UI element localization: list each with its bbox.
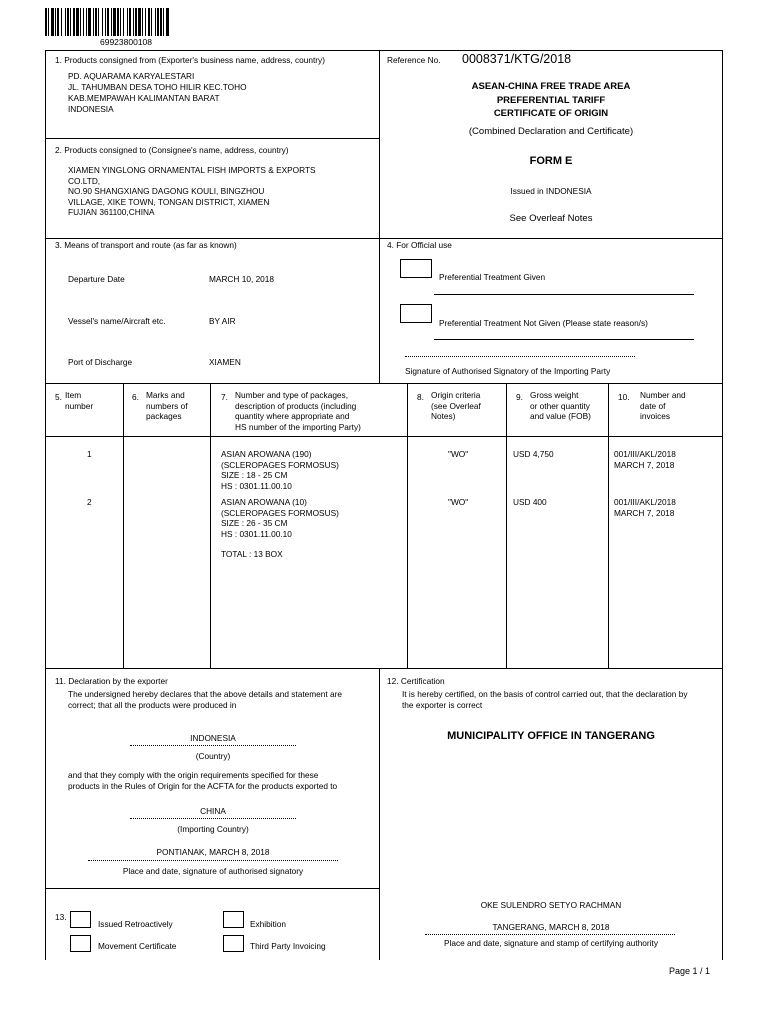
barcode xyxy=(45,8,229,36)
issued-in: Issued in INDONESIA xyxy=(510,186,592,196)
treatment-given-label: Preferential Treatment Given xyxy=(439,272,546,282)
barcode-bar xyxy=(155,8,156,36)
col10-number: 10. xyxy=(618,392,630,402)
treatment-not-given-label: Preferential Treatment Not Given (Please state reason/s) xyxy=(439,318,648,328)
consignee-address: XIAMEN YINGLONG ORNAMENTAL FISH IMPORTS & EXPORTS CO.LTD, NO.90 SHANGXIANG DAGONG KOULI, BINGZHOU VILLAGE, XIKE TOWN, TONGAN DISTRICT, XIAMEN FUJIAN 361100,CHINA xyxy=(68,165,316,217)
barcode-bar xyxy=(88,8,91,36)
barcode-bar xyxy=(98,8,99,36)
barcode-bar xyxy=(113,8,116,36)
barcode-bar xyxy=(86,8,87,36)
barcode-bar xyxy=(45,8,47,36)
exhibition-label: Exhibition xyxy=(250,919,286,929)
box2-label: 2. Products consigned to (Consignee's name, address, country) xyxy=(55,145,289,155)
barcode-bar xyxy=(83,8,84,36)
certification-place-date: TANGERANG, MARCH 8, 2018 xyxy=(492,922,610,932)
barcode-bar xyxy=(145,8,146,36)
certificate-subtitle: (Combined Declaration and Certificate) xyxy=(468,126,634,137)
barcode-bar xyxy=(138,8,141,36)
certifying-office: MUNICIPALITY OFFICE IN TANGERANG xyxy=(447,730,655,742)
box12-label: 12. Certification xyxy=(387,676,445,686)
item-number: 1 xyxy=(87,449,92,459)
barcode-bar xyxy=(135,8,137,36)
col7-header: Number and type of packages, description of products (including quantity where appropriate and HS number of the importing Party) xyxy=(235,390,361,432)
treatment-given-checkbox[interactable] xyxy=(400,259,432,278)
barcode-bar xyxy=(48,8,49,36)
certification-text: It is hereby certified, on the basis of control carried out, that the declaration by the exporter is correct xyxy=(402,689,688,710)
barcode-bar xyxy=(95,8,97,36)
overleaf-notes: See Overleaf Notes xyxy=(509,213,593,224)
col7-number: 7. xyxy=(221,392,228,402)
departure-date-value: MARCH 10, 2018 xyxy=(209,274,275,284)
col10-header: Number and date of invoices xyxy=(640,390,686,421)
barcode-bar xyxy=(120,8,121,36)
item-origin-criteria: "WO" xyxy=(448,449,469,459)
barcode-bar xyxy=(76,8,79,36)
barcode-bar xyxy=(123,8,124,36)
country-caption: (Country) xyxy=(195,751,231,761)
box3-label: 3. Means of transport and route (as far as known) xyxy=(55,240,237,250)
item-description: ASIAN AROWANA (190) (SCLEROPAGES FORMOSUS) SIZE : 18 - 25 CM HS : 0301.11.00.10 xyxy=(221,449,339,491)
reference-number: 0008371/KTG/2018 xyxy=(462,52,572,66)
frame-left xyxy=(45,50,46,960)
barcode-bar xyxy=(57,8,59,36)
vessel-label: Vessel's name/Aircraft etc. xyxy=(68,316,166,326)
importing-signatory-caption: Signature of Authorised Signatory of the Importing Party xyxy=(405,366,611,376)
declaration-text-2: and that they comply with the origin requirements specified for these products in the Rules of Origin for the ACFTA for the products exported to xyxy=(68,770,338,791)
col9-number: 9. xyxy=(516,392,523,402)
form-name: FORM E xyxy=(529,155,573,167)
barcode-number: 69923800108 xyxy=(100,37,153,47)
barcode-bar xyxy=(73,8,75,36)
barcode-bar xyxy=(129,8,131,36)
frame-top xyxy=(45,50,723,51)
box4-label: 4. For Official use xyxy=(387,240,452,250)
treatment-not-given-checkbox[interactable] xyxy=(400,304,432,323)
barcode-bar xyxy=(65,8,66,36)
col6-header: Marks and numbers of packages xyxy=(146,390,188,421)
barcode-bar xyxy=(93,8,94,36)
exhibition-checkbox[interactable] xyxy=(223,911,244,928)
movement-certificate-checkbox[interactable] xyxy=(70,935,91,952)
barcode-bar xyxy=(127,8,128,36)
reference-label: Reference No. xyxy=(387,55,441,65)
departure-date-label: Departure Date xyxy=(68,274,125,284)
exporter-place-date: PONTIANAK, MARCH 8, 2018 xyxy=(156,847,270,857)
declaration-text-1: The undersigned hereby declares that the above details and statement are correct; that all the products were produced in xyxy=(68,689,342,710)
country-of-production: INDONESIA xyxy=(190,733,236,743)
col5-header: Item number xyxy=(65,390,94,411)
certificate-title-2: PREFERENTIAL TARIFF xyxy=(496,95,606,106)
third-party-invoicing-label: Third Party Invoicing xyxy=(250,941,326,951)
movement-certificate-label: Movement Certificate xyxy=(98,941,177,951)
barcode-bar xyxy=(51,8,54,36)
barcode-bar xyxy=(70,8,71,36)
barcode-bar xyxy=(166,8,169,36)
page-number: Page 1 / 1 xyxy=(669,966,711,976)
importing-country-caption: (Importing Country) xyxy=(177,824,249,834)
item-description: ASIAN AROWANA (10) (SCLEROPAGES FORMOSUS) SIZE : 26 - 35 CM HS : 0301.11.00.10 xyxy=(221,497,339,539)
barcode-bar xyxy=(61,8,62,36)
barcode-bar xyxy=(148,8,150,36)
port-label: Port of Discharge xyxy=(68,357,133,367)
item-number: 2 xyxy=(87,497,92,507)
barcode-bar xyxy=(151,8,152,36)
certifying-officer: OKE SULENDRO SETYO RACHMAN xyxy=(480,900,622,910)
barcode-bar xyxy=(105,8,106,36)
port-value: XIAMEN xyxy=(209,357,241,367)
barcode-bar xyxy=(67,8,69,36)
col9-header: Gross weight or other quantity and value (FOB) xyxy=(530,390,591,421)
issued-retroactively-label: Issued Retroactively xyxy=(98,919,173,929)
item-origin-criteria: "WO" xyxy=(448,497,469,507)
exporter-signatory-caption: Place and date, signature of authorised signatory xyxy=(122,866,304,876)
barcode-bar xyxy=(133,8,134,36)
barcode-bar xyxy=(80,8,81,36)
col5-number: 5. xyxy=(55,392,62,402)
certificate-title-3: CERTIFICATE OF ORIGIN xyxy=(493,108,609,119)
barcode-bar xyxy=(111,8,112,36)
item-value: USD 400 xyxy=(513,497,547,507)
issued-retroactively-checkbox[interactable] xyxy=(70,911,91,928)
vessel-value: BY AIR xyxy=(209,316,236,326)
box11-label: 11. Declaration by the exporter xyxy=(55,676,168,686)
third-party-invoicing-checkbox[interactable] xyxy=(223,935,244,952)
col8-number: 8. xyxy=(417,392,424,402)
certifying-authority-caption: Place and date, signature and stamp of certifying authority xyxy=(443,938,658,948)
barcode-bar xyxy=(107,8,109,36)
col6-number: 6. xyxy=(132,392,139,402)
certificate-title-1: ASEAN-CHINA FREE TRADE AREA xyxy=(471,81,631,92)
frame-right xyxy=(722,50,723,960)
box13-number: 13. xyxy=(55,912,67,922)
item-invoice: 001/III/AKL/2018 MARCH 7, 2018 xyxy=(614,449,676,470)
item-invoice: 001/III/AKL/2018 MARCH 7, 2018 xyxy=(614,497,676,518)
exporter-address: PD. AQUARAMA KARYALESTARI JL. TAHUMBAN DESA TOHO HILIR KEC.TOHO KAB.MEMPAWAH KALIMANTAN BARAT INDONESIA xyxy=(68,71,247,114)
barcode-bar xyxy=(163,8,164,36)
barcode-bar xyxy=(142,8,143,36)
importing-country: CHINA xyxy=(200,806,226,816)
col8-header: Origin criteria (see Overleaf Notes) xyxy=(431,390,481,421)
box1-label: 1. Products consigned from (Exporter's business name, address, country) xyxy=(55,55,325,65)
total-packages: TOTAL : 13 BOX xyxy=(221,549,283,559)
barcode-bar xyxy=(157,8,159,36)
barcode-bar xyxy=(160,8,162,36)
item-value: USD 4,750 xyxy=(513,449,554,459)
barcode-bar xyxy=(117,8,119,36)
barcode-bar xyxy=(55,8,56,36)
barcode-bar xyxy=(102,8,103,36)
